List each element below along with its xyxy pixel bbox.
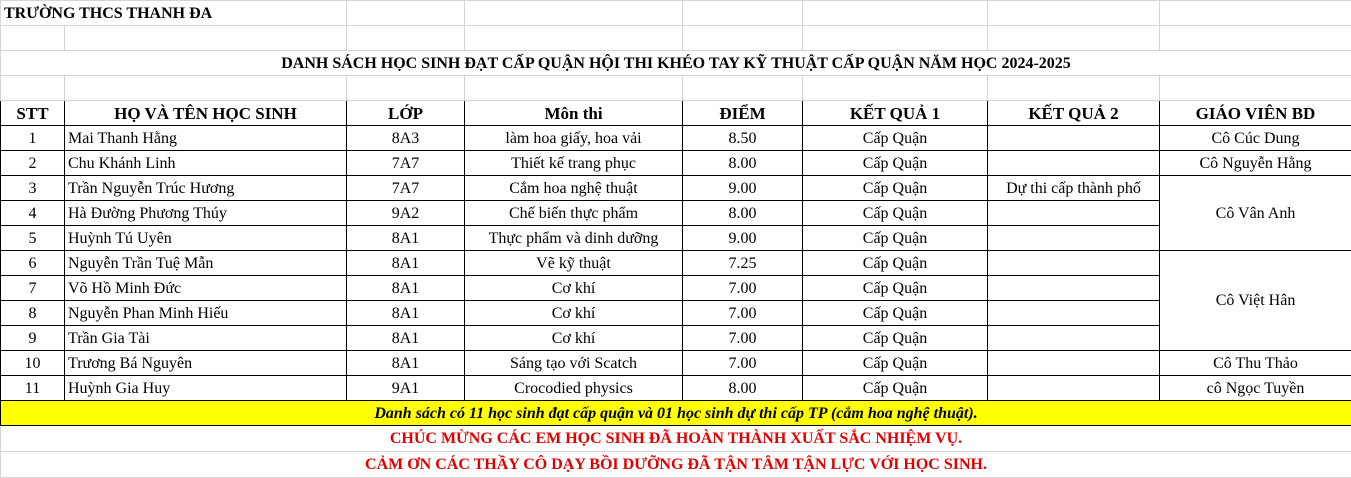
result1-cell[interactable]: Cấp Quận (803, 326, 988, 351)
summary-note[interactable]: Danh sách có 11 học sinh đạt cấp quận và 01 học sinh dự thi cấp TP (cắm hoa nghệ thuật). (1, 401, 1351, 426)
result2-cell[interactable]: Dự thi cấp thành phố (988, 176, 1160, 201)
cell[interactable] (65, 26, 347, 51)
stt-cell[interactable]: 5 (1, 226, 65, 251)
result2-cell[interactable] (988, 301, 1160, 326)
score-cell[interactable]: 7.00 (683, 351, 803, 376)
cell[interactable] (988, 76, 1160, 101)
result1-cell[interactable]: Cấp Quận (803, 351, 988, 376)
score-cell[interactable]: 8.00 (683, 151, 803, 176)
subject-cell[interactable]: Cắm hoa nghệ thuật (465, 176, 683, 201)
cell[interactable] (65, 76, 347, 101)
class-cell[interactable]: 9A1 (347, 376, 465, 401)
subject-cell[interactable]: Cơ khí (465, 326, 683, 351)
class-cell[interactable]: 8A3 (347, 126, 465, 151)
blank-row (1, 76, 1351, 101)
table-row (1, 126, 1351, 151)
result1-cell[interactable]: Cấp Quận (803, 226, 988, 251)
subject-cell[interactable]: Cơ khí (465, 301, 683, 326)
class-cell[interactable]: 7A7 (347, 176, 465, 201)
score-cell[interactable]: 7.00 (683, 301, 803, 326)
cell[interactable] (1160, 26, 1351, 51)
student-name-cell[interactable]: Hà Đường Phương Thúy (65, 201, 347, 226)
class-cell[interactable]: 7A7 (347, 151, 465, 176)
cell[interactable] (1, 26, 65, 51)
score-cell[interactable]: 8.00 (683, 376, 803, 401)
cell[interactable] (803, 26, 988, 51)
result2-cell[interactable] (988, 251, 1160, 276)
header-stt[interactable]: STT (1, 101, 65, 126)
sheet-title[interactable]: DANH SÁCH HỌC SINH ĐẠT CẤP QUẬN HỘI THI KHÉO TAY KỸ THUẬT CẤP QUẬN NĂM HỌC 2024-2025 (1, 51, 1351, 76)
class-cell[interactable]: 8A1 (347, 226, 465, 251)
result2-cell[interactable] (988, 276, 1160, 301)
cell[interactable] (988, 26, 1160, 51)
result1-cell[interactable]: Cấp Quận (803, 126, 988, 151)
score-cell[interactable]: 7.25 (683, 251, 803, 276)
cell[interactable] (347, 26, 465, 51)
cell[interactable] (803, 76, 988, 101)
congrats-row (1, 426, 1351, 452)
header-class[interactable]: LỚP (347, 101, 465, 126)
header-result1[interactable]: KẾT QUẢ 1 (803, 101, 988, 126)
stt-cell[interactable]: 4 (1, 201, 65, 226)
result2-cell[interactable] (988, 376, 1160, 401)
student-name-cell[interactable]: Nguyễn Phan Minh Hiếu (65, 301, 347, 326)
stt-cell[interactable]: 11 (1, 376, 65, 401)
result2-cell[interactable] (988, 126, 1160, 151)
thanks-message[interactable]: CẢM ƠN CÁC THẦY CÔ DẠY BỒI DƯỠNG ĐÃ TẬN TÂM TẬN LỰC VỚI HỌC SINH. (1, 452, 1351, 478)
result1-cell[interactable]: Cấp Quận (803, 301, 988, 326)
teacher-cell[interactable]: cô Ngọc Tuyền (1160, 376, 1351, 401)
header-teacher[interactable]: GIÁO VIÊN BD (1160, 101, 1351, 126)
table-row (1, 276, 1351, 301)
table-row (1, 351, 1351, 376)
cell[interactable] (465, 26, 683, 51)
result2-cell[interactable] (988, 151, 1160, 176)
score-cell[interactable]: 8.00 (683, 201, 803, 226)
score-cell[interactable]: 9.00 (683, 176, 803, 201)
table-row (1, 201, 1351, 226)
subject-cell[interactable]: Chế biến thực phẩm (465, 201, 683, 226)
class-cell[interactable]: 8A1 (347, 326, 465, 351)
student-name-cell[interactable]: Huỳnh Tú Uyên (65, 226, 347, 251)
student-name-cell[interactable]: Huỳnh Gia Huy (65, 376, 347, 401)
school-row (1, 1, 1351, 26)
student-name-cell[interactable]: Trương Bá Nguyên (65, 351, 347, 376)
thanks-row (1, 452, 1351, 478)
cell[interactable] (465, 76, 683, 101)
teacher-cell-merged[interactable]: Cô Việt Hân (1160, 251, 1351, 351)
header-subject[interactable]: Môn thi (465, 101, 683, 126)
stt-cell[interactable]: 1 (1, 126, 65, 151)
result1-cell[interactable]: Cấp Quận (803, 151, 988, 176)
result1-cell[interactable]: Cấp Quận (803, 251, 988, 276)
table-row (1, 376, 1351, 401)
stt-cell[interactable]: 9 (1, 326, 65, 351)
result1-cell[interactable]: Cấp Quận (803, 201, 988, 226)
table-row (1, 176, 1351, 201)
header-score[interactable]: ĐIỂM (683, 101, 803, 126)
teacher-cell[interactable]: Cô Cúc Dung (1160, 126, 1351, 151)
cell[interactable] (1160, 76, 1351, 101)
teacher-cell[interactable]: Cô Nguyễn Hằng (1160, 151, 1351, 176)
table-row (1, 326, 1351, 351)
student-name-cell[interactable]: Chu Khánh Linh (65, 151, 347, 176)
result1-cell[interactable]: Cấp Quận (803, 176, 988, 201)
score-cell[interactable]: 7.00 (683, 276, 803, 301)
student-name-cell[interactable]: Võ Hồ Minh Đức (65, 276, 347, 301)
school-name[interactable]: TRƯỜNG THCS THANH ĐA (1, 1, 347, 26)
result1-cell[interactable]: Cấp Quận (803, 276, 988, 301)
cell[interactable] (1, 76, 65, 101)
stt-cell[interactable]: 7 (1, 276, 65, 301)
subject-cell[interactable]: Cơ khí (465, 276, 683, 301)
score-cell[interactable]: 8.50 (683, 126, 803, 151)
result2-cell[interactable] (988, 226, 1160, 251)
stt-cell[interactable]: 10 (1, 351, 65, 376)
subject-cell[interactable]: Crocodied physics (465, 376, 683, 401)
result2-cell[interactable] (988, 326, 1160, 351)
blank-row (1, 26, 1351, 51)
cell[interactable] (465, 1, 683, 26)
class-cell[interactable]: 8A1 (347, 301, 465, 326)
title-row (1, 51, 1351, 76)
subject-cell[interactable]: Vẽ kỹ thuật (465, 251, 683, 276)
table-row (1, 226, 1351, 251)
congrats-message[interactable]: CHÚC MỪNG CÁC EM HỌC SINH ĐÃ HOÀN THÀNH XUẤT SẮC NHIỆM VỤ. (1, 426, 1351, 452)
score-cell[interactable]: 9.00 (683, 226, 803, 251)
header-row (1, 101, 1351, 126)
teacher-cell[interactable]: Cô Thu Thảo (1160, 351, 1351, 376)
class-cell[interactable]: 8A1 (347, 251, 465, 276)
cell[interactable] (1160, 1, 1351, 26)
cell[interactable] (683, 76, 803, 101)
stt-cell[interactable]: 8 (1, 301, 65, 326)
stt-cell[interactable]: 3 (1, 176, 65, 201)
class-cell[interactable]: 8A1 (347, 276, 465, 301)
subject-cell[interactable]: làm hoa giấy, hoa vải (465, 126, 683, 151)
subject-cell[interactable]: Sáng tạo với Scatch (465, 351, 683, 376)
subject-cell[interactable]: Thực phẩm và dinh dưỡng (465, 226, 683, 251)
stt-cell[interactable]: 2 (1, 151, 65, 176)
result1-cell[interactable]: Cấp Quận (803, 376, 988, 401)
class-cell[interactable]: 9A2 (347, 201, 465, 226)
student-name-cell[interactable]: Trần Nguyễn Trúc Hương (65, 176, 347, 201)
stt-cell[interactable]: 6 (1, 251, 65, 276)
result2-cell[interactable] (988, 201, 1160, 226)
table-row (1, 151, 1351, 176)
header-result2[interactable]: KẾT QUẢ 2 (988, 101, 1160, 126)
cell[interactable] (347, 1, 465, 26)
table-row (1, 301, 1351, 326)
teacher-cell-merged[interactable]: Cô Vân Anh (1160, 176, 1351, 251)
result2-cell[interactable] (988, 351, 1160, 376)
cell[interactable] (683, 1, 803, 26)
subject-cell[interactable]: Thiết kế trang phục (465, 151, 683, 176)
summary-row (1, 401, 1351, 426)
cell[interactable] (803, 1, 988, 26)
header-name[interactable]: HỌ VÀ TÊN HỌC SINH (65, 101, 347, 126)
cell[interactable] (988, 1, 1160, 26)
student-name-cell[interactable]: Trần Gia Tài (65, 326, 347, 351)
student-name-cell[interactable]: Mai Thanh Hằng (65, 126, 347, 151)
cell[interactable] (683, 26, 803, 51)
cell[interactable] (347, 76, 465, 101)
student-name-cell[interactable]: Nguyễn Trần Tuệ Mẫn (65, 251, 347, 276)
class-cell[interactable]: 8A1 (347, 351, 465, 376)
table-row (1, 251, 1351, 276)
score-cell[interactable]: 7.00 (683, 326, 803, 351)
